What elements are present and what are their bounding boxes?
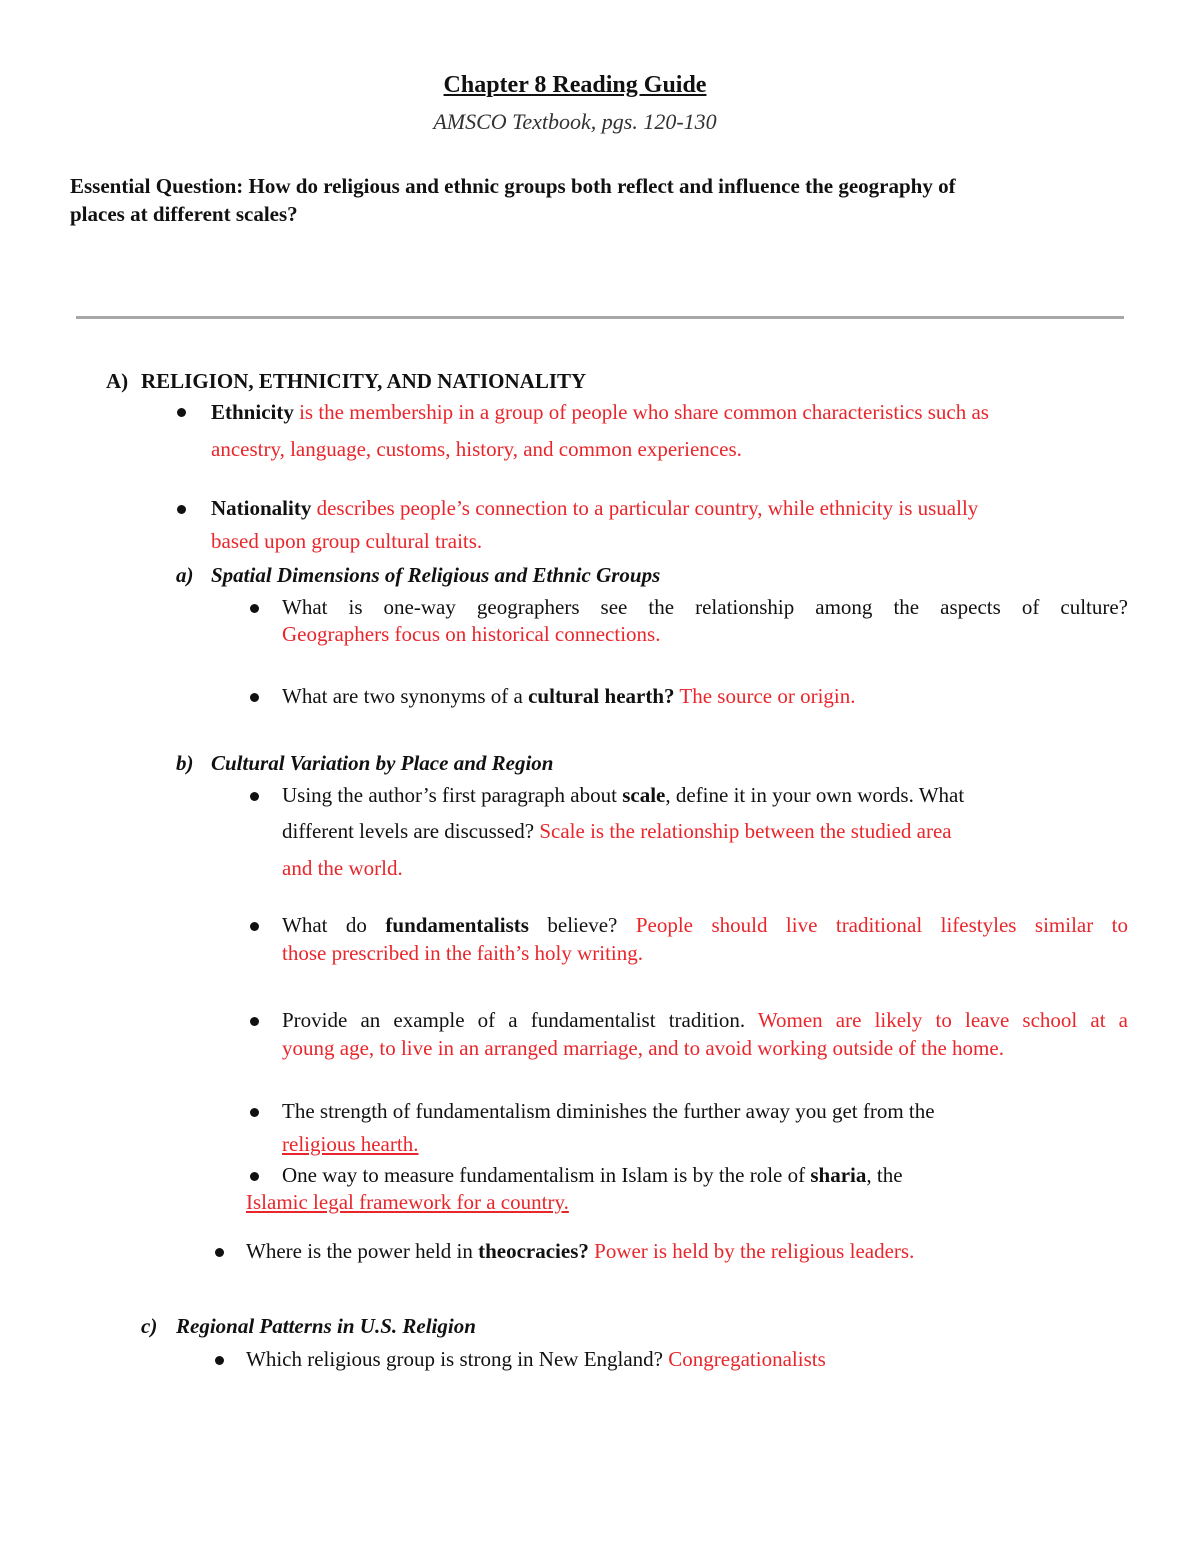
sub-b-q6-answer: Power is held by the religious leaders. [594, 1239, 915, 1263]
sub-b-q1-answer-2: and the world. [282, 856, 403, 880]
sub-b-q1-line-2 [282, 819, 952, 844]
sub-b-q5-term: sharia [810, 1163, 867, 1187]
sub-b-q2-term: fundamentalists [385, 913, 529, 937]
sub-b-q3-answer-2: young age, to live in an arranged marriage, and to avoid working outside of the home. [282, 1036, 1004, 1060]
section-a-marker: A) [106, 369, 129, 393]
subsection-c-heading: Regional Patterns in U.S. Religion [176, 1314, 476, 1338]
sub-b-q5-pre: One way to measure fundamentalism in Islam is by the role of [282, 1163, 806, 1187]
ethnicity-term: Ethnicity [211, 400, 294, 424]
sub-c-q1-answer: Congregationalists [668, 1347, 826, 1371]
sub-b-q4-answer: religious hearth. [282, 1132, 419, 1156]
sub-b-q3-line-1 [282, 1008, 1128, 1033]
bullet-icon [177, 408, 186, 417]
essential-question-line-1: Essential Question: How do religious and ethnic groups both reflect and influence the geography of [70, 174, 956, 198]
nationality-answer-1: describes people’s connection to a particular country, while ethnicity is usually [316, 496, 979, 520]
sub-b-q1-pre: Using the author’s first paragraph about [282, 783, 617, 807]
sub-c-q1-question: Which religious group is strong in New England? [246, 1347, 664, 1371]
section-a-heading: RELIGION, ETHNICITY, AND NATIONALITY [141, 369, 587, 393]
sub-b-q3-question: Provide an example of a fundamentalist tradition. [282, 1008, 746, 1032]
sub-b-q5-line-1 [282, 1163, 903, 1188]
essential-question-line-2: places at different scales? [70, 202, 298, 226]
sub-b-q5-post: , the [866, 1163, 903, 1187]
sub-a-q2 [282, 684, 856, 709]
sub-b-q1-post: , define it in your own words. What [665, 783, 965, 807]
sub-b-q1-term: scale [622, 783, 666, 807]
ethnicity-answer-1: is the membership in a group of people who share common characteristics such as [299, 400, 989, 424]
sub-b-q5-answer: Islamic legal framework for a country. [246, 1190, 569, 1214]
bullet-icon [250, 604, 259, 613]
sub-a-q2-question: What are two synonyms of a [282, 684, 523, 708]
horizontal-divider [76, 316, 1124, 319]
sub-b-q2-answer-2: those prescribed in the faith’s holy writing. [282, 941, 644, 965]
sub-b-q6-term: theocracies? [478, 1239, 589, 1263]
bullet-icon [250, 1017, 259, 1026]
bullet-icon [177, 505, 186, 514]
bullet-icon [250, 922, 259, 931]
page-title: Chapter 8 Reading Guide [443, 72, 707, 98]
sub-a-q2-answer: The source or origin. [679, 684, 856, 708]
sub-a-q1-answer: Geographers focus on historical connections. [282, 622, 661, 646]
sub-a-q1-question: What is one-way geographers see the relationship among the aspects of culture? [282, 595, 1128, 619]
bullet-icon [250, 693, 259, 702]
sub-b-q6 [246, 1239, 914, 1264]
bullet-icon [215, 1356, 224, 1365]
nationality-answer-2: based upon group cultural traits. [211, 529, 483, 553]
sub-b-q1-answer-1: Scale is the relationship between the studied area [539, 819, 952, 843]
ethnicity-line-1 [211, 400, 989, 425]
page-subtitle: AMSCO Textbook, pgs. 120-130 [433, 109, 717, 134]
bullet-icon [250, 792, 259, 801]
bullet-icon [250, 1108, 259, 1117]
subsection-c-marker: c) [141, 1314, 158, 1338]
sub-b-q2-line-1 [282, 913, 1128, 938]
subsection-b-heading: Cultural Variation by Place and Region [211, 751, 554, 775]
sub-b-q6-pre: Where is the power held in [246, 1239, 473, 1263]
bullet-icon [215, 1248, 224, 1257]
sub-b-q4-question: The strength of fundamentalism diminishes the further away you get from the [282, 1099, 935, 1123]
sub-b-q3-answer-1: Women are likely to leave school at a [757, 1008, 1129, 1032]
sub-c-q1 [246, 1347, 826, 1372]
sub-b-q1-line-1 [282, 783, 964, 808]
sub-a-q2-term: cultural hearth? [528, 684, 675, 708]
sub-b-q2-pre: What do [282, 913, 367, 937]
subsection-a-heading: Spatial Dimensions of Religious and Ethnic Groups [211, 563, 661, 587]
nationality-line-1 [211, 496, 978, 521]
sub-b-q2-answer-1: People should live traditional lifestyles similar to [635, 913, 1129, 937]
subsection-a-marker: a) [176, 563, 194, 587]
ethnicity-answer-2: ancestry, language, customs, history, and common experiences. [211, 437, 742, 461]
bullet-icon [250, 1172, 259, 1181]
subsection-b-marker: b) [176, 751, 194, 775]
sub-b-q2-post: believe? [547, 913, 618, 937]
nationality-term: Nationality [211, 496, 312, 520]
sub-b-q1-question-2: different levels are discussed? [282, 819, 535, 843]
